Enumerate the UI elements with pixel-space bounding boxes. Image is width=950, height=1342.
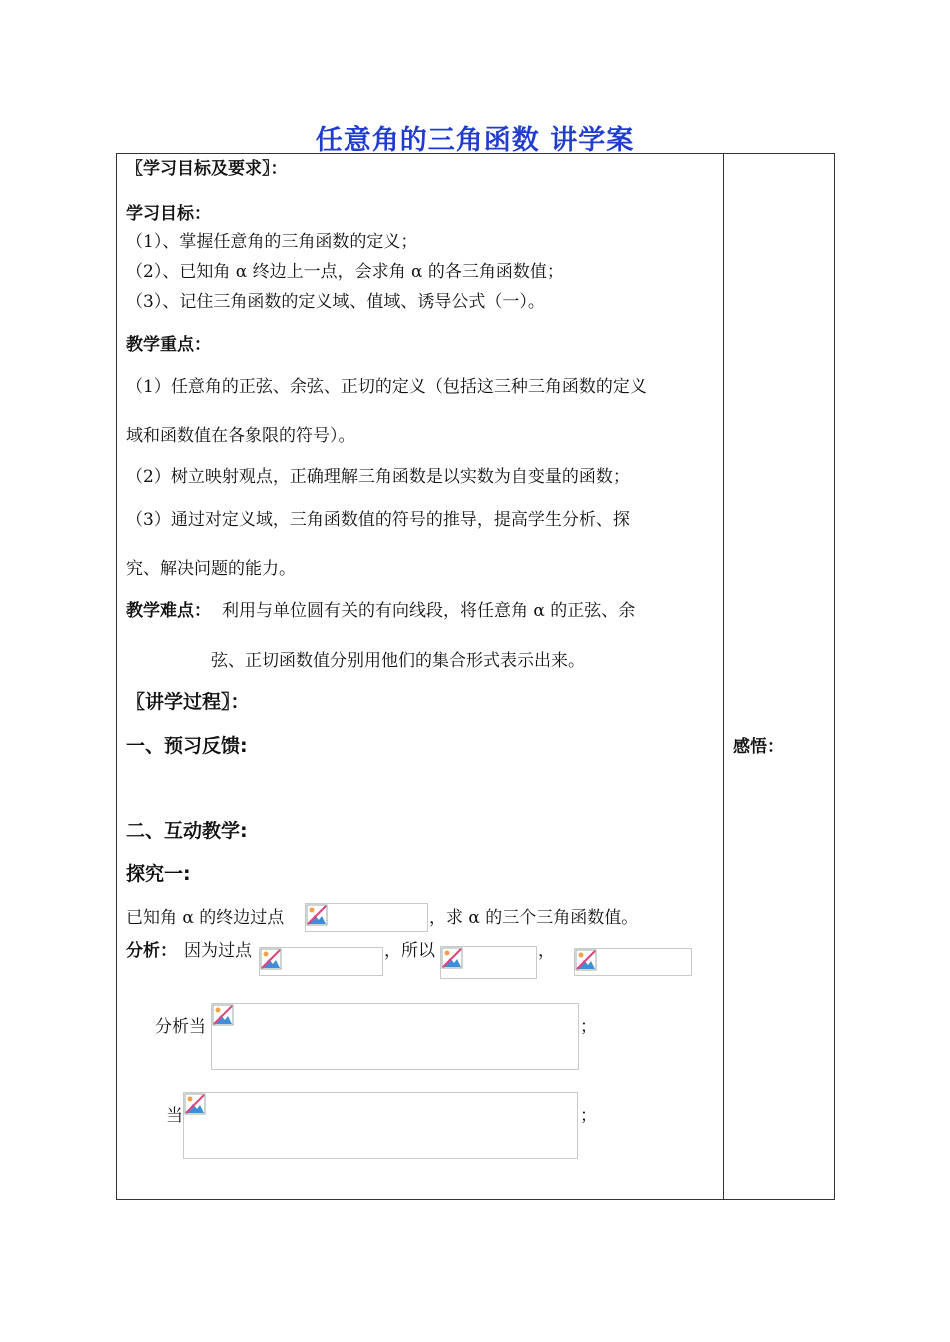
formula-image xyxy=(211,1003,579,1070)
column-divider xyxy=(723,154,724,1199)
question-text: ，求 α 的三个三角函数值。 xyxy=(429,908,639,928)
key-point-text: （2）树立映射观点，正确理解三角函数是以实数为自变量的函数； xyxy=(126,467,630,487)
difficulty-label: 教学难点： xyxy=(126,601,211,621)
analysis-text: ，所以 xyxy=(384,941,435,961)
page-title: 任意角的三角函数 讲学案 xyxy=(315,125,635,156)
question-text: 已知角 α 的终边过点 xyxy=(126,908,285,928)
broken-image-icon xyxy=(184,1093,206,1115)
broken-image-icon xyxy=(575,949,597,971)
side-label-reflection: 感悟： xyxy=(733,737,784,757)
formula-image xyxy=(305,903,428,932)
case-label: 分析当 xyxy=(155,1017,206,1037)
formula-image xyxy=(259,947,383,976)
difficulty-text: 利用与单位圆有关的有向线段，将任意角 α 的正弦、余 xyxy=(222,601,636,621)
analysis-text: 因为过点 xyxy=(184,941,252,961)
objectives-subheading: 学习目标： xyxy=(126,204,211,224)
objective-item: （2）、已知角 α 终边上一点，会求角 α 的各三角函数值； xyxy=(126,262,564,282)
section-preview-feedback: 一、预习反馈: xyxy=(126,735,248,757)
process-heading: 〖讲学过程〗： xyxy=(126,691,250,713)
broken-image-icon xyxy=(212,1004,234,1026)
key-point-text: 究、解决问题的能力。 xyxy=(126,559,296,579)
objectives-heading: 〖学习目标及要求〗： xyxy=(126,159,288,179)
broken-image-icon xyxy=(306,904,328,926)
broken-image-icon xyxy=(260,948,282,970)
broken-image-icon xyxy=(441,947,463,969)
difficulty-text: 弦、正切函数值分别用他们的集合形式表示出来。 xyxy=(211,651,585,671)
analysis-text: ， xyxy=(538,941,555,961)
analysis-label: 分析： xyxy=(126,941,177,961)
objective-item: （1）、掌握任意角的三角函数的定义； xyxy=(126,232,418,252)
formula-image xyxy=(574,948,692,976)
formula-image xyxy=(183,1092,578,1159)
key-point-text: （3）通过对定义域，三角函数值的符号的推导，提高学生分析、探 xyxy=(126,510,630,530)
section-interactive-teaching: 二、互动教学: xyxy=(126,820,248,842)
key-point-text: （1）任意角的正弦、余弦、正切的定义（包括这三种三角函数的定义 xyxy=(126,377,647,397)
key-points-heading: 教学重点： xyxy=(126,335,211,355)
case-punctuation: ； xyxy=(580,1106,597,1126)
explore-heading: 探究一: xyxy=(126,863,191,885)
case-label: 当 xyxy=(166,1106,183,1126)
case-punctuation: ； xyxy=(580,1017,597,1037)
objective-item: （3）、记住三角函数的定义域、值域、诱导公式（一）。 xyxy=(126,292,545,312)
formula-image xyxy=(440,946,537,979)
key-point-text: 域和函数值在各象限的符号）。 xyxy=(126,426,356,446)
